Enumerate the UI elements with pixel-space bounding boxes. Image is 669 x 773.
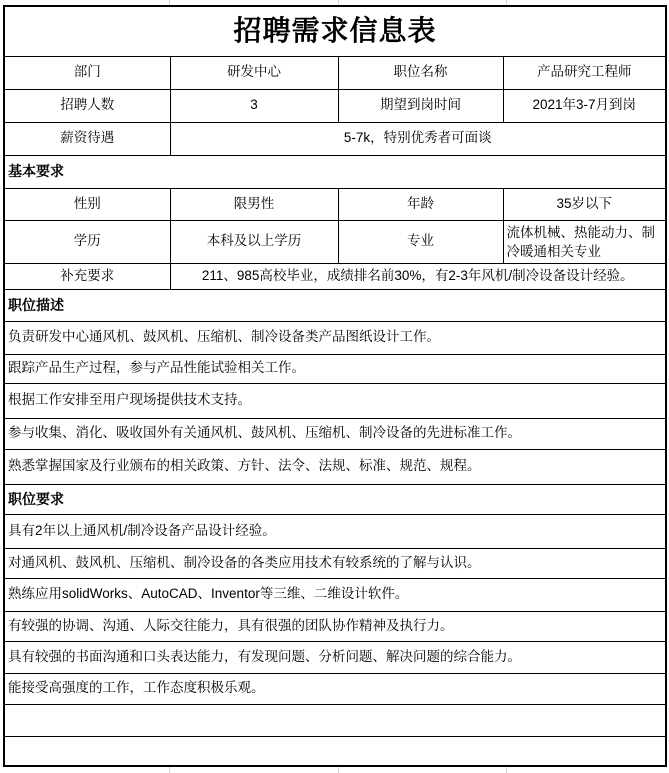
job-requirement-item: 熟练应用solidWorks、AutoCAD、Inventor等三维、二维设计软件。 xyxy=(4,578,666,611)
cell-major-label: 专业 xyxy=(338,220,503,263)
table-row xyxy=(4,220,666,263)
cell-salary-value: 5-7k，特别优秀者可面谈 xyxy=(170,122,666,155)
table-row xyxy=(4,354,666,383)
table-row xyxy=(4,188,666,220)
spreadsheet-row-below xyxy=(0,767,669,773)
cell-start-date-label: 期望到岗时间 xyxy=(338,89,503,122)
cell-department-label: 部门 xyxy=(4,56,170,89)
cell-start-date-value: 2021年3-7月到岗 xyxy=(503,89,666,122)
section-job-description-heading: 职位描述 xyxy=(4,289,666,321)
cell-gender-label: 性别 xyxy=(4,188,170,220)
cell-additional-requirements-value: 211、985高校毕业，成绩排名前30%，有2-3年风机/制冷设备设计经验。 xyxy=(170,263,666,289)
job-requirement-item: 有较强的协调、沟通、人际交往能力，具有很强的团队协作精神及执行力。 xyxy=(4,611,666,641)
table-row xyxy=(4,383,666,418)
cell-age-value: 35岁以下 xyxy=(503,188,666,220)
section-basic-requirements-heading: 基本要求 xyxy=(4,155,666,188)
table-row xyxy=(4,611,666,641)
job-requirement-item: 对通风机、鼓风机、压缩机、制冷设备的各类应用技术有较系统的了解与认识。 xyxy=(4,548,666,578)
gridline-tick xyxy=(338,0,339,5)
cell-headcount-value: 3 xyxy=(170,89,338,122)
job-description-item: 跟踪产品生产过程，参与产品性能试验相关工作。 xyxy=(4,354,666,383)
gridline-tick xyxy=(338,767,339,773)
cell-education-label: 学历 xyxy=(4,220,170,263)
empty-row-cell xyxy=(4,704,666,736)
gridline-tick xyxy=(506,767,507,773)
job-requirement-item: 具有较强的书面沟通和口头表达能力，有发现问题、分析问题、解决问题的综合能力。 xyxy=(4,641,666,673)
section-heading-row xyxy=(4,484,666,514)
table-row xyxy=(4,321,666,354)
table-row xyxy=(4,548,666,578)
empty-row xyxy=(4,736,666,766)
job-requirement-item: 具有2年以上通风机/制冷设备产品设计经验。 xyxy=(4,514,666,548)
section-job-requirements-heading: 职位要求 xyxy=(4,484,666,514)
table-row xyxy=(4,122,666,155)
table-row xyxy=(4,418,666,449)
job-description-item: 参与收集、消化、吸收国外有关通风机、鼓风机、压缩机、制冷设备的先进标准工作。 xyxy=(4,418,666,449)
table-row xyxy=(4,449,666,484)
recruitment-table xyxy=(3,5,667,767)
cell-gender-value: 限男性 xyxy=(170,188,338,220)
job-description-item: 负责研发中心通风机、鼓风机、压缩机、制冷设备类产品图纸设计工作。 xyxy=(4,321,666,354)
job-description-item: 根据工作安排至用户现场提供技术支持。 xyxy=(4,383,666,418)
table-row xyxy=(4,673,666,704)
spreadsheet-row-above xyxy=(0,0,669,5)
cell-position-name-label: 职位名称 xyxy=(338,56,503,89)
empty-row-cell xyxy=(4,736,666,766)
table-row xyxy=(4,641,666,673)
table-row xyxy=(4,89,666,122)
section-heading-row xyxy=(4,289,666,321)
cell-education-value: 本科及以上学历 xyxy=(170,220,338,263)
table-row xyxy=(4,56,666,89)
gridline-tick xyxy=(506,0,507,5)
section-heading-row xyxy=(4,155,666,188)
cell-salary-label: 薪资待遇 xyxy=(4,122,170,155)
empty-row xyxy=(4,704,666,736)
table-row xyxy=(4,263,666,289)
cell-headcount-label: 招聘人数 xyxy=(4,89,170,122)
title-row xyxy=(4,6,666,56)
cell-major-value: 流体机械、热能动力、制冷暖通相关专业 xyxy=(503,220,666,263)
cell-additional-requirements-label: 补充要求 xyxy=(4,263,170,289)
table-row xyxy=(4,578,666,611)
table-row xyxy=(4,514,666,548)
gridline-tick xyxy=(169,767,170,773)
job-requirement-item: 能接受高强度的工作，工作态度积极乐观。 xyxy=(4,673,666,704)
gridline-tick xyxy=(169,0,170,5)
cell-age-label: 年龄 xyxy=(338,188,503,220)
page-title: 招聘需求信息表 xyxy=(4,6,666,56)
job-description-item: 熟悉掌握国家及行业颁布的相关政策、方针、法令、法规、标准、规范、规程。 xyxy=(4,449,666,484)
cell-position-name-value: 产品研究工程师 xyxy=(503,56,666,89)
cell-department-value: 研发中心 xyxy=(170,56,338,89)
